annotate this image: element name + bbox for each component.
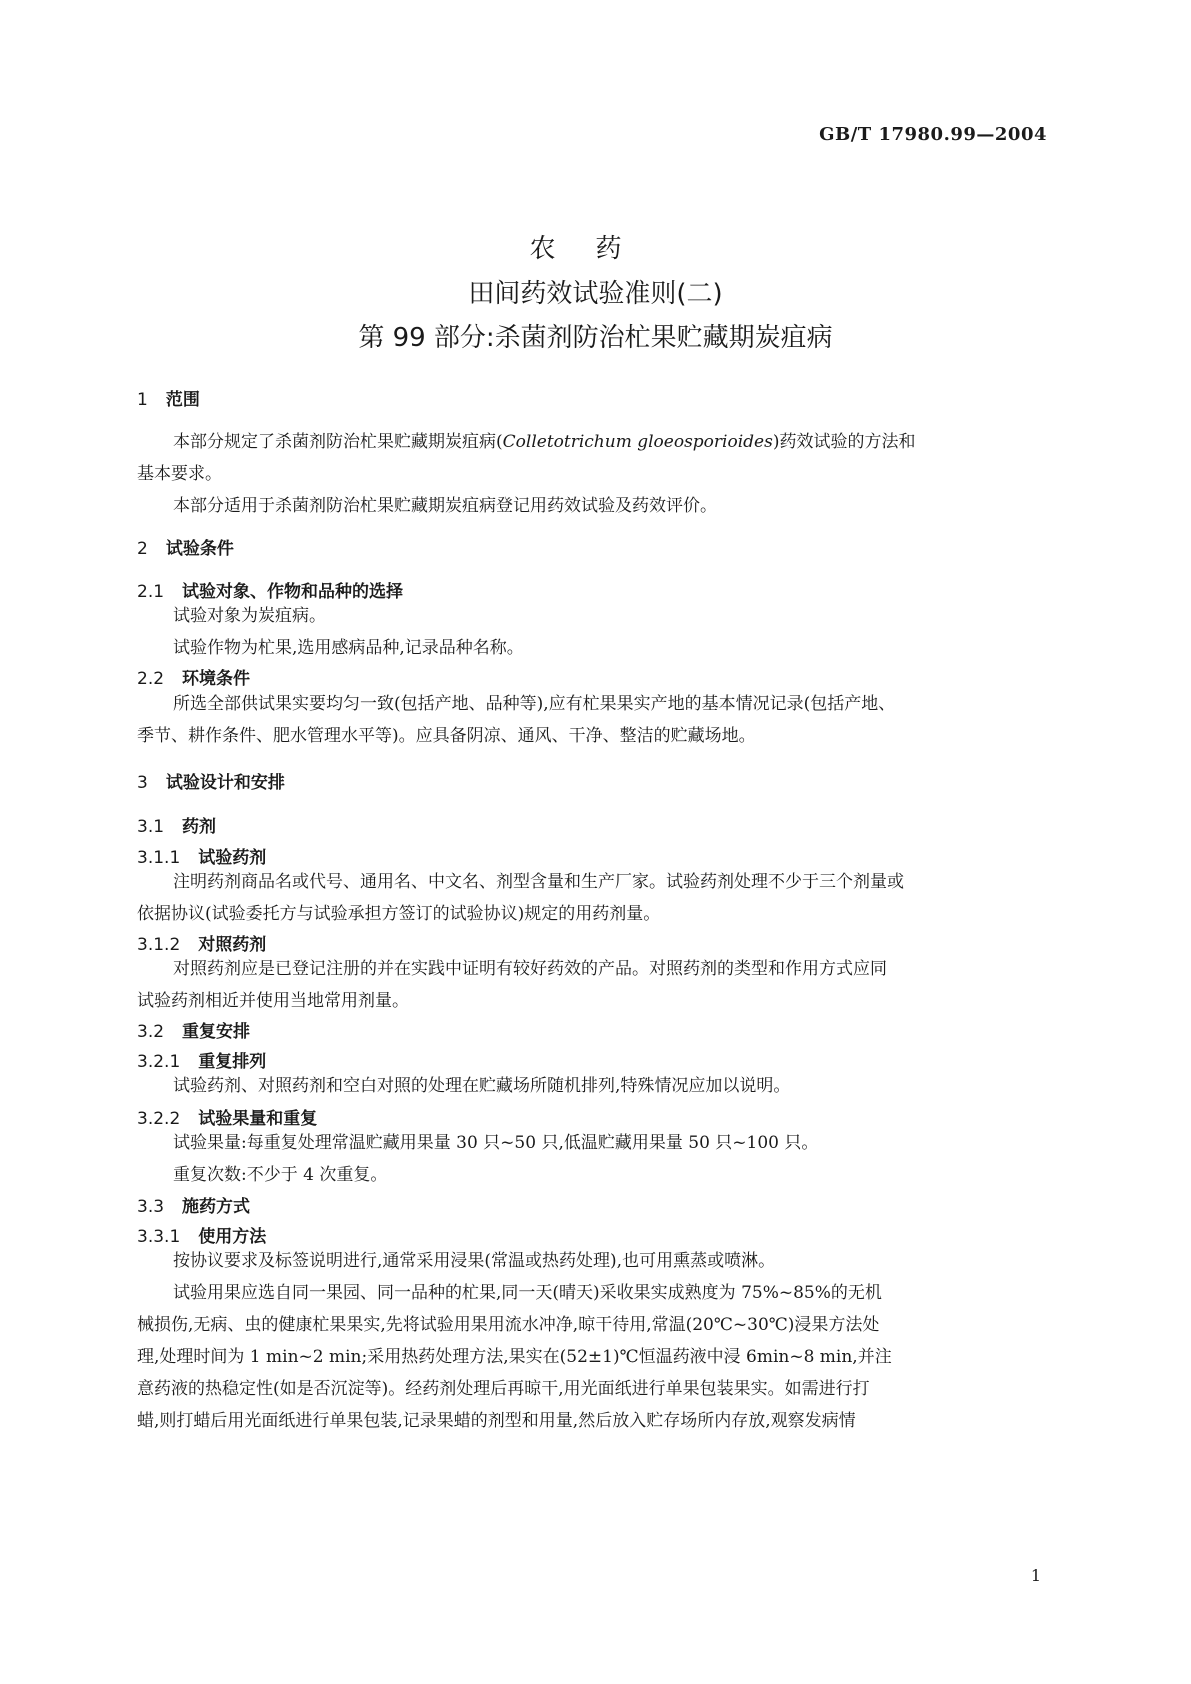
paragraph-3-1-1: 注明药剂商品名或代号、通用名、中文名、剂型含量和生产厂家。试验药剂处理不少于三个剂量或 依据协议(试验委托方与试验承担方签订的试验协议)规定的用药剂量。 [137,872,904,924]
standard-number: GB/T 17980.99—2004 [819,124,1047,145]
heading-3: 3 试验设计和安排 [137,773,285,793]
heading-2-2: 2.2 环境条件 [137,669,251,689]
title-line-3: 第 99 部分:杀菌剂防治杧果贮藏期炭疽病 [358,323,833,353]
paragraph-3-1-2: 对照药剂应是已登记注册的并在实践中证明有较好药效的产品。对照药剂的类型和作用方式应同 试验药剂相近并使用当地常用剂量。 [137,959,887,1011]
paragraph-1-1: 本部分规定了杀菌剂防治杧果贮藏期炭疽病(Colletotrichum gloeosporioides)药效试验的方法和 基本要求。 本部分适用于杀菌剂防治杧果贮藏期炭疽病登记用药效试验及药效评价。 [137,432,916,516]
title-line-2: 田间药效试验准则(二) [468,279,723,309]
heading-1: 1 范围 [137,390,200,410]
paragraph-3-3-1: 按协议要求及标签说明进行,通常采用浸果(常温或热药处理),也可用熏蒸或喷淋。 试验用果应选自同一果园、同一品种的杧果,同一天(晴天)采收果实成熟度为 75%~85%的无机 械损伤,无病、虫的健康杧果果实,先将试验用果用流水冲净,晾干待用,常温(20℃~30℃)浸果方法处 理,处理时间为 1 min~2 min;采用热药处理方法,果实在(52±1)℃恒温药液中浸 6min~8 min,并注 意药液的热稳定性(如是否沉淀等)。经药剂处理后再晾干,用光面纸进行单果包装果实。如需进行打 蜡,则打蜡后用光面纸进行单果包装,记录果蜡的剂型和用量,然后放入贮存场所内存放,观察发病情 [137,1251,892,1431]
latin-name: Colletotrichum gloeosporioides [502,432,773,452]
paragraph-2-1: 试验对象为炭疽病。 试验作物为杧果,选用感病品种,记录品种名称。 [173,606,524,658]
heading-3-2: 3.2 重复安排 [137,1022,251,1042]
heading-3-2-2: 3.2.2 试验果量和重复 [137,1109,318,1129]
page-number: 1 [1030,1566,1041,1585]
paragraph-3-2-2: 试验果量:每重复处理常温贮藏用果量 30 只~50 只,低温贮藏用果量 50 只~100 只。 重复次数:不少于 4 次重复。 [173,1133,819,1185]
paragraph-3-2-1: 试验药剂、对照药剂和空白对照的处理在贮藏场所随机排列,特殊情况应加以说明。 [173,1076,791,1096]
heading-2-1: 2.1 试验对象、作物和品种的选择 [137,582,404,602]
heading-3-1-2: 3.1.2 对照药剂 [137,935,267,955]
heading-3-1: 3.1 药剂 [137,817,217,837]
heading-3-3: 3.3 施药方式 [137,1197,251,1217]
paragraph-2-2: 所选全部供试果实要均匀一致(包括产地、品种等),应有杧果果实产地的基本情况记录(包括产地、 季节、耕作条件、肥水管理水平等)。应具备阴凉、通风、干净、整洁的贮藏场地。 [137,694,896,746]
heading-3-3-1: 3.3.1 使用方法 [137,1227,267,1247]
heading-3-2-1: 3.2.1 重复排列 [137,1052,267,1072]
heading-3-1-1: 3.1.1 试验药剂 [137,848,267,868]
title-line-1: 农药 [529,234,662,264]
heading-2: 2 试验条件 [137,539,234,559]
